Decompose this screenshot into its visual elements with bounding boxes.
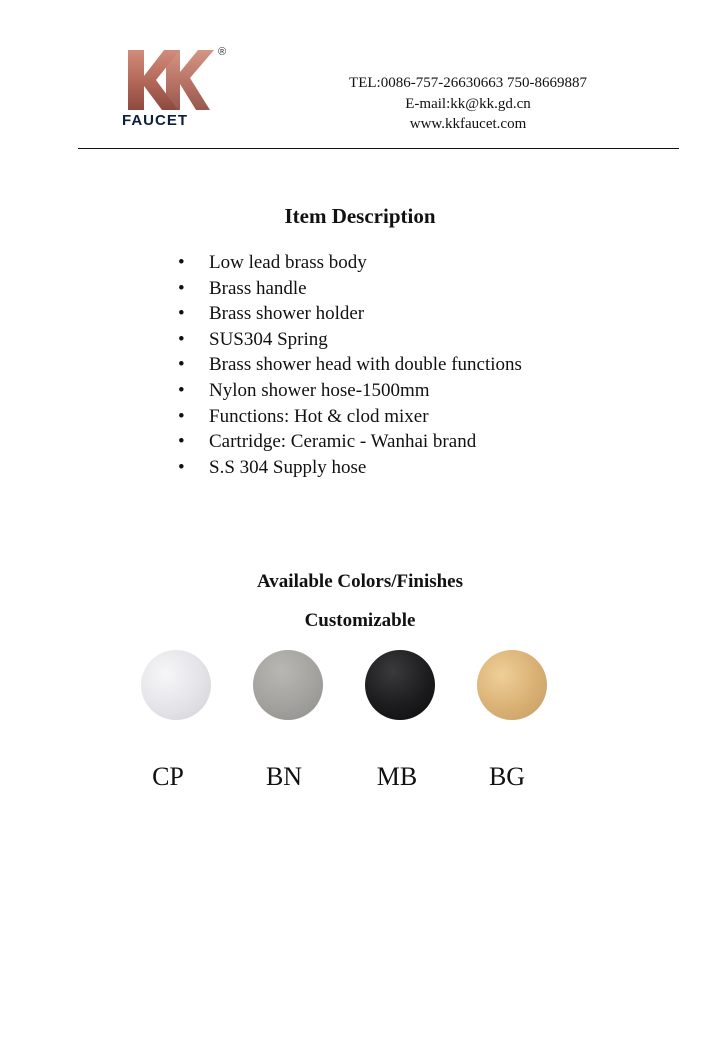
- finishes-title: Available Colors/Finishes: [256, 571, 464, 592]
- list-item: • Brass handle: [178, 276, 522, 302]
- swatch-cp: [141, 650, 211, 720]
- contact-tel: TEL:0086-757-26630663 750-8669887: [349, 75, 587, 91]
- finish-code-cp: CP: [152, 762, 184, 791]
- finishes-subtitle: Customizable: [304, 610, 416, 631]
- brand-logo: [118, 46, 234, 132]
- list-item: • Brass shower holder: [178, 301, 522, 327]
- list-item: • SUS304 Spring: [178, 327, 522, 353]
- logo-wordmark: FAUCET: [122, 112, 188, 129]
- swatch-bg: [477, 650, 547, 720]
- list-item: • Functions: Hot & clod mixer: [178, 404, 522, 430]
- list-item: • S.S 304 Supply hose: [178, 455, 522, 481]
- finish-code-bn: BN: [265, 762, 303, 791]
- list-item: • Cartridge: Ceramic - Wanhai brand: [178, 429, 522, 455]
- list-item: • Brass shower head with double functions: [178, 352, 522, 378]
- list-item: • Low lead brass body: [178, 250, 522, 276]
- registered-mark: ®: [218, 46, 227, 58]
- contact-website: www.kkfaucet.com: [409, 116, 527, 132]
- finish-code-mb: MB: [376, 762, 418, 791]
- header-divider: [78, 148, 679, 149]
- finish-code-bg: BG: [488, 762, 526, 791]
- contact-block: [318, 73, 618, 135]
- kk-logo-mark-icon: [118, 46, 218, 112]
- list-item: • Nylon shower hose-1500mm: [178, 378, 522, 404]
- feature-list: [178, 250, 522, 480]
- swatch-bn: [253, 650, 323, 720]
- item-description-title: Item Description: [284, 204, 436, 228]
- swatch-mb: [365, 650, 435, 720]
- contact-email: E-mail:kk@kk.gd.cn: [405, 95, 531, 112]
